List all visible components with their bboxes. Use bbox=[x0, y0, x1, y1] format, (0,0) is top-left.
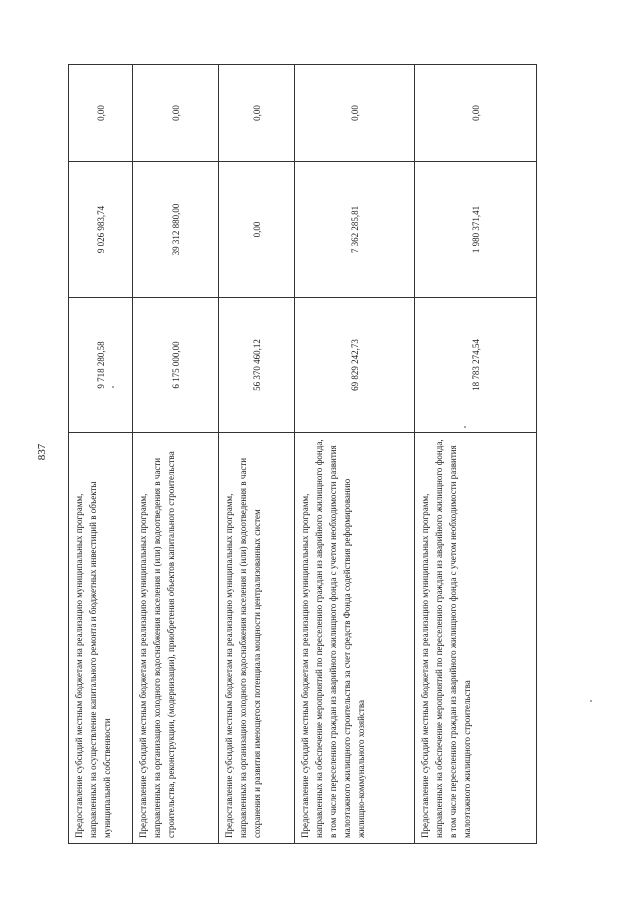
scan-speck bbox=[590, 700, 592, 702]
row-value-3: 0,00 bbox=[69, 65, 133, 162]
page-number: 837 bbox=[36, 443, 48, 461]
row-description: Предоставление субсидий местным бюджетам на реализацию муниципальных программ, направленных на обеспечение мероприятий по переселению граждан из аварийного жилищного фонда, в том числе переселению граждан из аварийного жилищного фонда с учетом необходимости развития малоэтажного жилищного строительства bbox=[415, 433, 537, 844]
row-value-1: 9 718 280,58 bbox=[69, 298, 133, 433]
row-value-3: 0,00 bbox=[219, 65, 295, 162]
row-description: Предоставление субсидий местным бюджетам на реализацию муниципальных программ, направленных на осуществление капитального ремонта и бюджетных инвестиций в объекты муниципальной собственности bbox=[69, 433, 133, 844]
row-value-1: 6 175 000,00 bbox=[133, 298, 219, 433]
budget-table bbox=[68, 64, 537, 844]
table-row bbox=[219, 65, 295, 844]
row-value-2: 9 026 983,74 bbox=[69, 162, 133, 298]
row-value-3: 0,00 bbox=[133, 65, 219, 162]
row-description: Предоставление субсидий местным бюджетам на реализацию муниципальных программ, направленных на обеспечение мероприятий по переселению граждан из аварийного жилищного фонда, в том числе переселению граждан из аварийного жилищного фонда с учетом необходимости развития малоэтажного жилищного строительства за счет средств Фонда содействия реформированию жилищно-коммунального хозяйства bbox=[295, 433, 415, 844]
row-value-1: 18 783 274,54 bbox=[415, 298, 537, 433]
row-value-2: 7 362 285,81 bbox=[295, 162, 415, 298]
row-value-3: 0,00 bbox=[295, 65, 415, 162]
table-row bbox=[415, 65, 537, 844]
row-value-2: 0,00 bbox=[219, 162, 295, 298]
row-description: Предоставление субсидий местным бюджетам на реализацию муниципальных программ, направленных на организацию холодного водоснабжения населения и (или) водоотведения в части сохранения и развития имеющегося потенциала мощности централизованных систем bbox=[219, 433, 295, 844]
row-value-2: 39 312 880,00 bbox=[133, 162, 219, 298]
row-value-1: 69 829 242,73 bbox=[295, 298, 415, 433]
table-row bbox=[295, 65, 415, 844]
budget-table-rotated bbox=[68, 64, 536, 844]
row-value-2: 1 980 371,41 bbox=[415, 162, 537, 298]
row-value-1: 56 370 460,12 bbox=[219, 298, 295, 433]
table-row bbox=[69, 65, 133, 844]
row-description: Предоставление субсидий местным бюджетам на реализацию муниципальных программ, направленных на организацию холодного водоснабжения населения и (или) водоотведения в части строительства, реконструкции, (модернизации), приобретения объектов капитального строительства bbox=[133, 433, 219, 844]
row-value-3: 0,00 bbox=[415, 65, 537, 162]
table-row bbox=[133, 65, 219, 844]
